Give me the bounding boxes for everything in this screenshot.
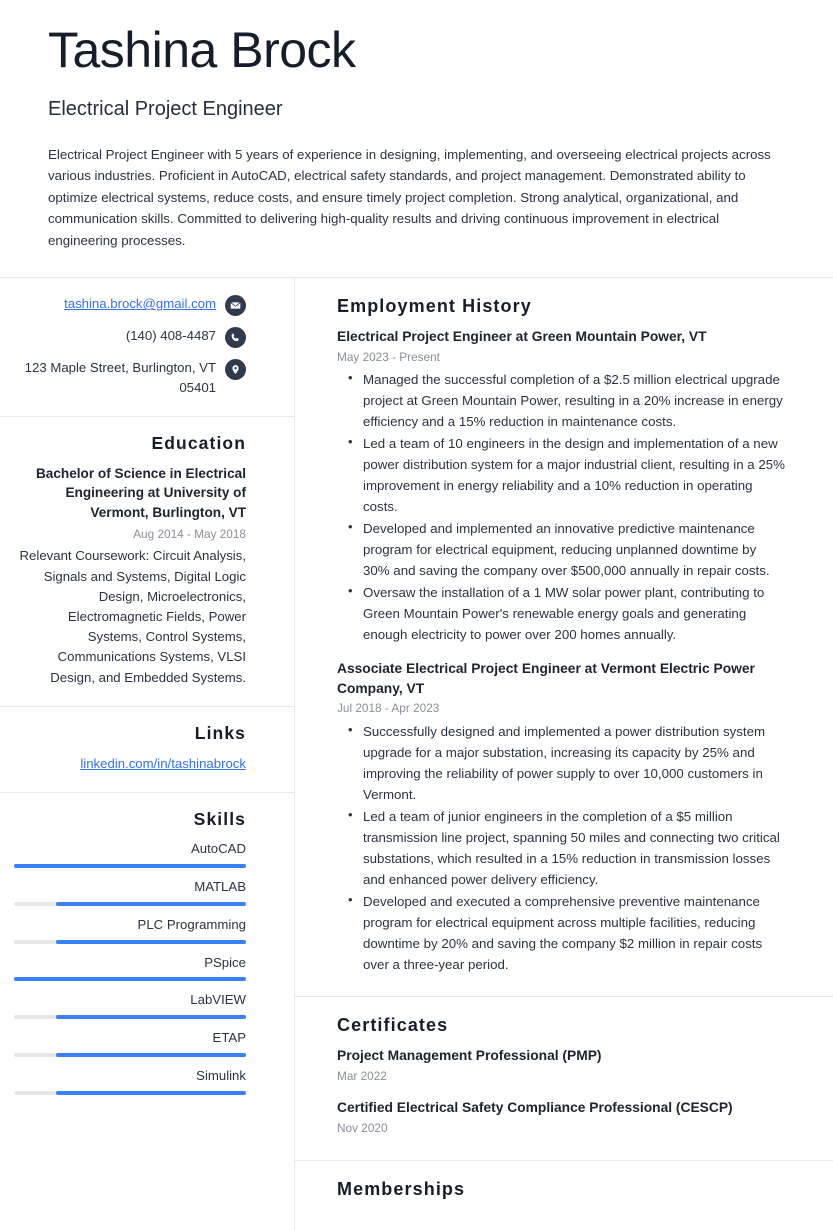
- resume-header: [0, 0, 833, 277]
- professional-summary: Electrical Project Engineer with 5 years of experience in designing, implementing, and overseeing electrical projects across various industries. Proficient in AutoCAD, electrical safety standards, and project management. Demonstrated ability to optimize electrical systems, reduce costs, and ensure timely project completion. Strong analytical, organizational, and communication skills. Committed to delivering high-quality results and driving continuous improvement in electrical engineering processes.: [48, 146, 771, 248]
- contact-section: [0, 278, 294, 417]
- skill-level-bar: [14, 1015, 246, 1019]
- skill-item: [14, 1067, 246, 1095]
- skill-item: [14, 840, 246, 868]
- list-item: • Developed and implemented an innovative predictive maintenance program for electrical equipment, reducing unplanned downtime by 30% and saving the company over $500,000 annually in repair costs.: [363, 518, 785, 581]
- education-heading: Education: [151, 432, 246, 453]
- resume-body: [0, 278, 833, 1230]
- employment-entries: [337, 327, 785, 975]
- skill-level-bar: [14, 902, 246, 906]
- skills-heading: Skills: [193, 809, 246, 830]
- employment-history-section: [295, 278, 833, 997]
- skill-level-fill: [56, 1053, 246, 1057]
- envelope-icon: [225, 295, 246, 316]
- contact-email-row: [14, 294, 246, 316]
- skill-level-fill: [56, 902, 246, 906]
- skills-list: [14, 840, 246, 1095]
- contact-phone-text: (140) 408-4487: [125, 328, 216, 344]
- education-entry-title: Bachelor of Science in Electrical Engineering at University of Vermont, Burlington, VT: [35, 465, 246, 521]
- certificate-date: Mar 2022: [337, 1068, 387, 1083]
- list-item: • Oversaw the installation of a 1 MW solar power plant, contributing to Green Mountain Power's renewable energy goals and generating enough electricity to power over 200 homes annually.: [363, 582, 785, 645]
- contact-address-text: 123 Maple Street, Burlington, VT 05401: [24, 360, 216, 395]
- list-item[interactable]: linkedin.com/in/tashinabrock: [80, 755, 246, 771]
- skill-name: PSpice: [204, 954, 246, 970]
- employment-history-heading: Employment History: [337, 296, 532, 317]
- employment-entry-title: Electrical Project Engineer at Green Mountain Power, VT: [337, 329, 707, 345]
- skill-name: ETAP: [212, 1030, 246, 1046]
- skill-name: AutoCAD: [191, 841, 246, 857]
- skill-name: MATLAB: [194, 878, 246, 894]
- phone-icon: [225, 327, 246, 348]
- skills-section: [0, 793, 294, 1113]
- memberships-heading: Memberships: [337, 1179, 466, 1200]
- certificates-section: [295, 997, 833, 1161]
- certificate-title: Certified Electrical Safety Compliance Professional (CESCP): [337, 1100, 733, 1116]
- list-item: • Led a team of junior engineers in the completion of a $5 million transmission line project, spanning 50 miles and connecting two critical substations, which resulted in a 15% reduction in transmission losses and enhanced power delivery efficiency.: [363, 806, 785, 890]
- education-entry-date: Aug 2014 - May 2018: [133, 526, 246, 541]
- memberships-section: [295, 1161, 833, 1230]
- employment-entry-title: Associate Electrical Project Engineer at Vermont Electric Power Company, VT: [337, 661, 755, 696]
- links-list: [14, 754, 246, 774]
- employment-entry-bullets: [337, 721, 785, 975]
- employment-entry: [337, 659, 785, 975]
- skill-name: Simulink: [196, 1068, 246, 1084]
- contact-address-row: [14, 358, 246, 398]
- skill-level-bar: [14, 1053, 246, 1057]
- links-section: [0, 707, 294, 793]
- employment-entry-bullets: [337, 369, 785, 645]
- page-title: Tashina Brock: [48, 22, 356, 78]
- education-section: [0, 417, 294, 707]
- contact-email-text: [64, 294, 216, 314]
- skill-level-bar: [14, 977, 246, 981]
- employment-entry-date: May 2023 - Present: [337, 349, 440, 364]
- certificate-date: Nov 2020: [337, 1120, 388, 1135]
- skill-item: [14, 878, 246, 906]
- email-link[interactable]: tashina.brock@gmail.com: [64, 296, 216, 312]
- skill-item: [14, 954, 246, 982]
- employment-entry-date: Jul 2018 - Apr 2023: [337, 701, 440, 716]
- skill-level-fill: [56, 940, 246, 944]
- skill-level-fill: [56, 1091, 246, 1095]
- sidebar: [0, 278, 295, 1230]
- main-content: [295, 278, 833, 1230]
- links-heading: Links: [194, 722, 246, 743]
- list-item: • Led a team of 10 engineers in the design and implementation of a new power distribution system for a major industrial client, resulting in a 25% improvement in energy reliability and a 10% reduction in operating costs.: [363, 433, 785, 517]
- certificate-entry: [337, 1098, 785, 1136]
- employment-entry: [337, 327, 785, 645]
- job-title: Electrical Project Engineer: [48, 97, 283, 120]
- certificates-heading: Certificates: [337, 1014, 449, 1035]
- skill-item: [14, 916, 246, 944]
- skill-level-bar: [14, 940, 246, 944]
- list-item: • Successfully designed and implemented a power distribution system upgrade for a major substation, increasing its capacity by 25% and improving the reliability of power supply to over 10,000 customers in Vermont.: [363, 721, 785, 805]
- skill-level-bar: [14, 864, 246, 868]
- location-pin-icon: [225, 359, 246, 380]
- skill-item: [14, 991, 246, 1019]
- skill-item: [14, 1029, 246, 1057]
- skill-name: PLC Programming: [137, 916, 246, 932]
- skill-level-fill: [56, 1015, 246, 1019]
- list-item: • Managed the successful completion of a $2.5 million electrical upgrade project at Green Mountain Power, resulting in a 20% increase in energy efficiency and a 15% reduction in maintenance costs.: [363, 369, 785, 432]
- certificate-entry: [337, 1046, 785, 1084]
- certificate-title: Project Management Professional (PMP): [337, 1047, 602, 1063]
- skill-level-fill: [14, 977, 246, 981]
- list-item: • Developed and executed a comprehensive preventive maintenance program for electrical equipment across multiple facilities, reducing downtime by 20% and saving the company $2 million in repair costs over a three-year period.: [363, 891, 785, 975]
- skill-level-fill: [14, 864, 246, 868]
- certificates-entries: [337, 1046, 785, 1136]
- skill-name: LabVIEW: [190, 992, 246, 1008]
- skill-level-bar: [14, 1091, 246, 1095]
- education-entry-description: Relevant Coursework: Circuit Analysis, Signals and Systems, Digital Logic Design, Microelectronics, Electromagnetic Fields, Power Systems, Control Systems, Communications Systems, VLSI Design, and Embedded Systems.: [19, 548, 246, 685]
- contact-phone-row: [14, 326, 246, 348]
